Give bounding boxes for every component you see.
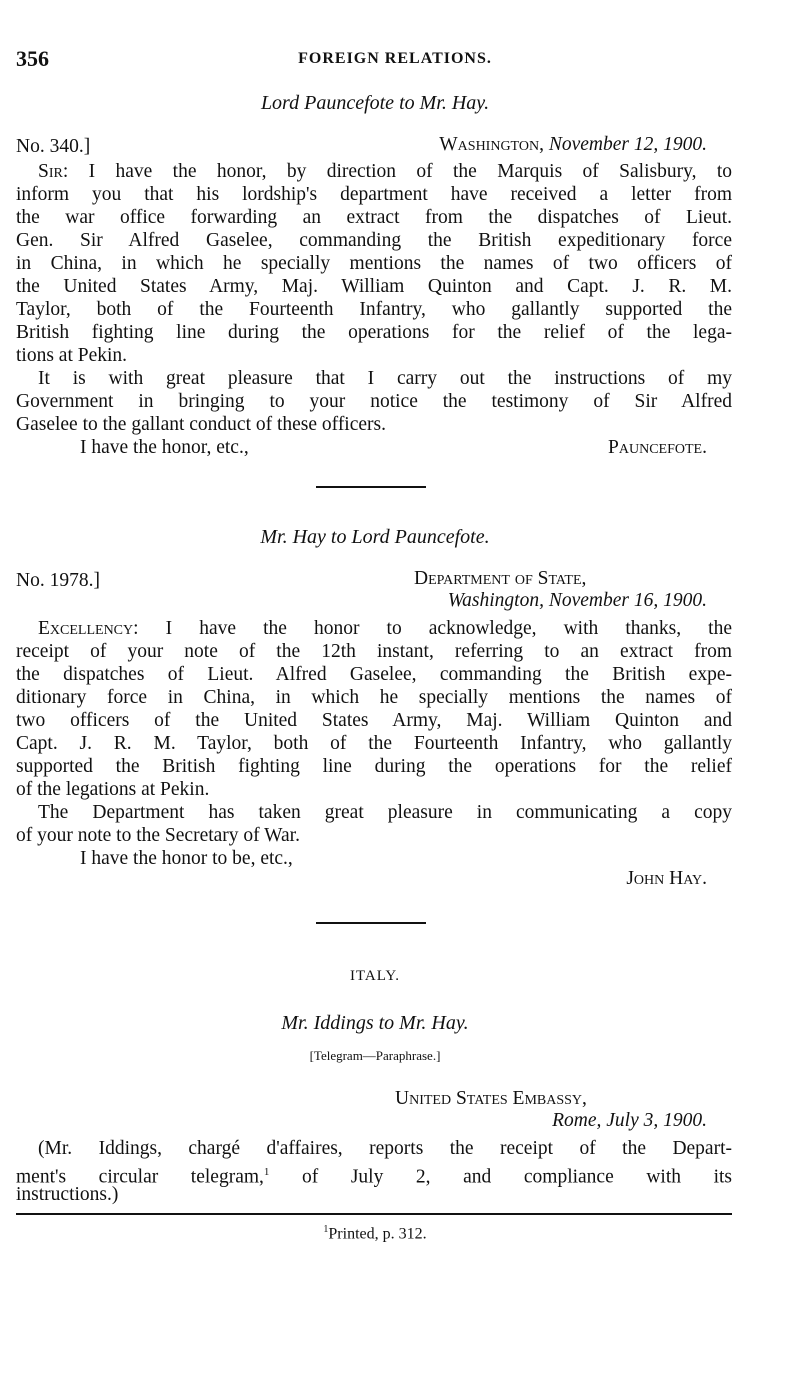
- letter1-dateline: [360, 134, 707, 156]
- letter3-office: United States Embassy,: [395, 1088, 587, 1109]
- letter2-line: of your note to the Secretary of War.: [16, 825, 300, 846]
- running-title: FOREIGN RELATIONS.: [298, 50, 492, 67]
- letter2-line: supported the British fighting line during the operations for the relief: [16, 756, 732, 777]
- divider-rule: [316, 486, 426, 488]
- letter3-place-date: Rome, July 3, 1900.: [552, 1110, 707, 1131]
- letter1-line: the war office forwarding an extract from the dispatches of Lieut.: [16, 207, 732, 228]
- letter3-line: instructions.): [16, 1184, 119, 1205]
- letter1-closing: I have the honor, etc.,: [80, 437, 249, 458]
- letter2-line: two officers of the United States Army, Maj. William Quinton and: [16, 710, 732, 731]
- page-number: 356: [16, 46, 49, 71]
- letter2-line: receipt of your note of the 12th instant, referring to an extract from: [16, 641, 732, 662]
- letter1-line: It is with great pleasure that I carry out the instructions of my: [38, 368, 732, 389]
- letter2-text: I have the honor to acknowledge, with thanks, the: [165, 618, 733, 639]
- letter2-salutation: Excellency:: [38, 618, 139, 639]
- letter1-signature: Pauncefote.: [608, 437, 707, 458]
- letter1-line: inform you that his lordship's department have received a letter from: [16, 184, 732, 205]
- letter2-line: the dispatches of Lieut. Alfred Gaselee, commanding the British expe-: [16, 664, 732, 685]
- footnote-marker: 1: [323, 1224, 329, 1235]
- letter3-line: (Mr. Iddings, chargé d'affaires, reports the receipt of the Depart-: [38, 1138, 732, 1159]
- letter1-line: British fighting line during the operations for the relief of the lega-: [16, 322, 732, 343]
- letter2-office: Department of State,: [414, 568, 587, 589]
- letter2-number: No. 1978.]: [16, 570, 100, 591]
- letter1-line: Gen. Sir Alfred Gaselee, commanding the British expeditionary force: [16, 230, 732, 251]
- letter1-line: Government in bringing to your notice the testimony of Sir Alfred: [16, 391, 732, 412]
- letter2-signature: John Hay.: [626, 868, 707, 889]
- letter3-subtitle: [Telegram—Paraphrase.]: [309, 1048, 441, 1063]
- letter1-text: I have the honor, by direction of the Marquis of Salisbury, to: [88, 161, 732, 182]
- letter3-text: ment's circular telegram,: [16, 1166, 264, 1188]
- letter1-line: Gaselee to the gallant conduct of these officers.: [16, 414, 386, 435]
- letter3-title: Mr. Iddings to Mr. Hay.: [281, 1012, 469, 1034]
- letter1-date: November 12, 1900.: [548, 134, 707, 155]
- letter2-line: Capt. J. R. M. Taylor, both of the Fourteenth Infantry, who gallantly: [16, 733, 732, 754]
- letter1-line: Taylor, both of the Fourteenth Infantry, who gallantly supported the: [16, 299, 732, 320]
- letter3-text: of July 2, and compliance with its: [269, 1166, 733, 1188]
- footnote: [0, 1224, 750, 1243]
- letter2-line-1: [38, 618, 732, 640]
- letter2-closing: I have the honor to be, etc.,: [80, 848, 293, 869]
- letter1-title: Lord Pauncefote to Mr. Hay.: [260, 92, 490, 114]
- divider-rule: [316, 922, 426, 924]
- section-heading: ITALY.: [349, 968, 401, 984]
- footnote-reference: 1: [263, 1166, 270, 1178]
- letter1-line: the United States Army, Maj. William Quinton and Capt. J. R. M.: [16, 276, 732, 297]
- footnote-rule: [16, 1213, 732, 1215]
- footnote-text: Printed, p. 312.: [328, 1225, 427, 1243]
- letter2-place-date: Washington, November 16, 1900.: [447, 590, 707, 611]
- letter1-line: in China, in which he specially mentions the names of two officers of: [16, 253, 732, 274]
- letter2-title: Mr. Hay to Lord Pauncefote.: [260, 526, 490, 548]
- letter1-line: tions at Pekin.: [16, 345, 128, 366]
- letter2-line: of the legations at Pekin.: [16, 779, 210, 800]
- letter1-line-1: [38, 161, 732, 183]
- letter2-line: ditionary force in China, in which he specially mentions the names of: [16, 687, 732, 708]
- letter2-line: The Department has taken great pleasure in communicating a copy: [38, 802, 732, 823]
- letter1-salutation: Sir:: [38, 161, 69, 182]
- letter1-number: No. 340.]: [16, 136, 91, 157]
- letter1-place: Washington,: [439, 134, 544, 155]
